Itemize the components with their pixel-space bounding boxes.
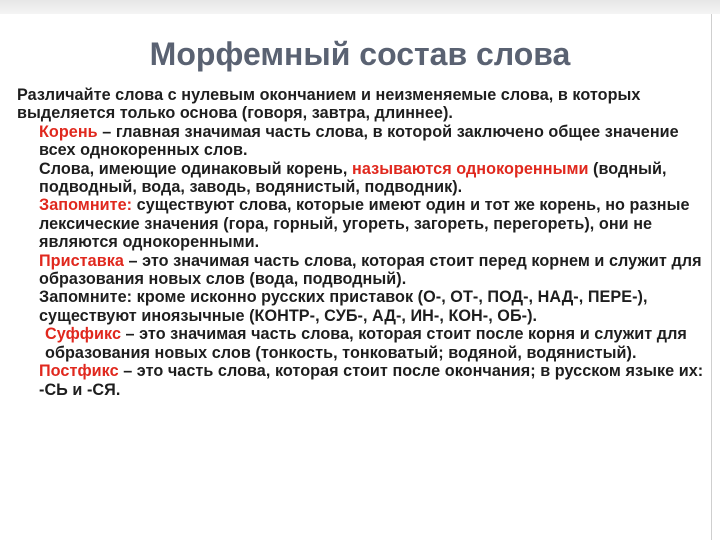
paragraph-root (17, 123, 707, 160)
paragraph-prefix-text: – это значимая часть слова, которая стоит перед корнем и служит для образования новых слов (вода, подводный). (39, 251, 702, 289)
term-postfix: Постфикс (39, 362, 119, 381)
paragraph-remember-prefixes (17, 288, 707, 325)
slide-title: Морфемный состав слова (149, 36, 571, 72)
paragraph-cognates-text-b: (водный, подводный, вода, заводь, водянистый, подводник). (39, 159, 667, 197)
paragraph-cognates-text-a: Слова, имеющие одинаковый корень, (39, 159, 353, 178)
paragraph-suffix-text: – это значимая часть слова, которая стоит после корня и служит для образования новых слов (тонкость, тонковатый; водяной, водянистый). (45, 325, 687, 362)
term-remember: Запомните: (39, 196, 133, 215)
slide-content (17, 86, 707, 399)
paragraph-remember-root-text: существуют слова, которые имеют один и тот же корень, но разные лексические значения (гора, горный, угореть, загореть, перегореть), они не являются однокоренными. (39, 196, 690, 252)
term-cognates: называются однокоренными (352, 159, 589, 178)
paragraph-root-text: – главная значимая часть слова, в которой заключено общее значение всех однокоренных слов. (39, 122, 679, 160)
paragraph-prefix (17, 252, 707, 289)
paragraph-remember-root (17, 196, 707, 251)
paragraph-zero-ending (17, 86, 707, 123)
paragraph-cognates (17, 160, 707, 197)
paragraph-suffix (17, 325, 707, 362)
term-prefix: Приставка (39, 251, 124, 270)
paragraph-zero-ending-text: Различайте слова с нулевым окончанием и неизменяемые слова, в которых выделяется только основа (говоря, завтра, длиннее). (17, 86, 641, 123)
paragraph-postfix-text: – это часть слова, которая стоит после окончания; в русском языке их: -СЬ и -СЯ. (39, 362, 704, 399)
term-suffix: Суффикс (45, 325, 121, 344)
slide-border-line (711, 14, 712, 540)
term-root: Корень (39, 122, 98, 141)
paragraph-postfix (17, 362, 707, 399)
paragraph-remember-prefixes-text: Запомните: кроме исконно русских приставок (О-, ОТ-, ПОД-, НАД-, ПЕРЕ-), существуют иноязычные (КОНТР-, СУБ-, АД-, ИН-, КОН-, ОБ-). (39, 288, 648, 325)
slide-top-band (0, 0, 720, 14)
